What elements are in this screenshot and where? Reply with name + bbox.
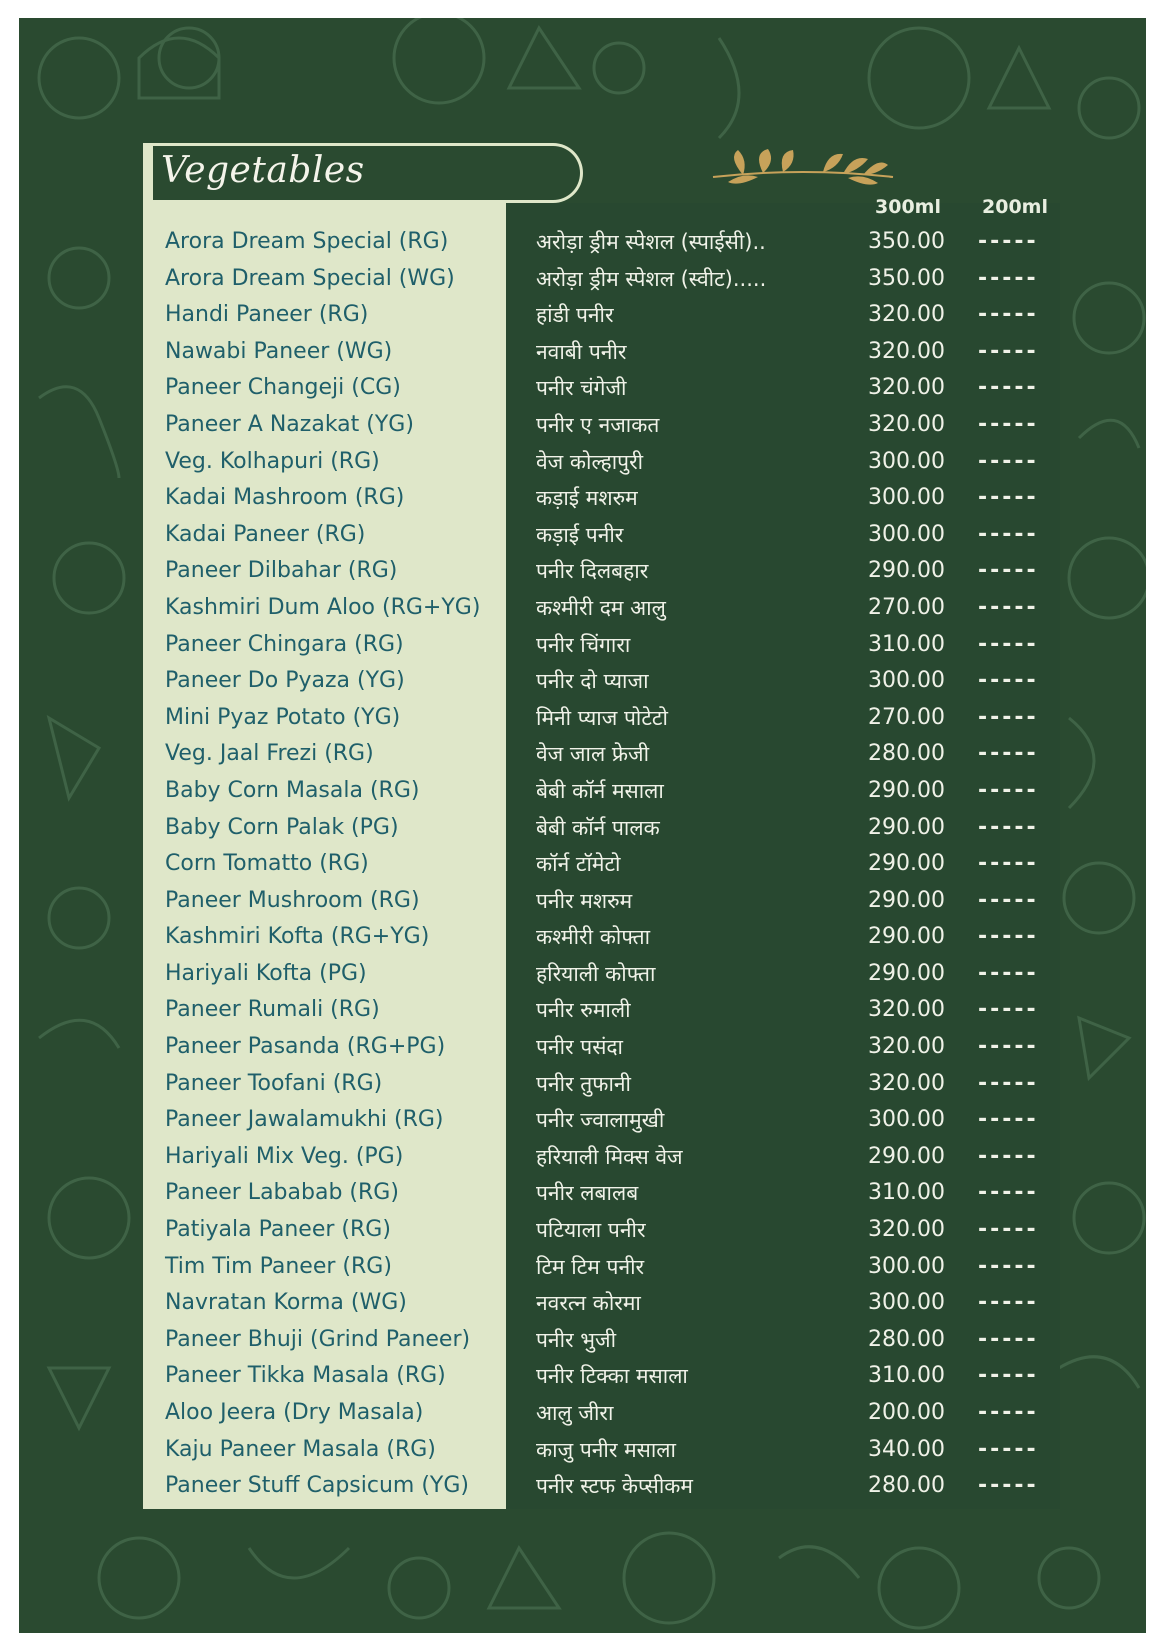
- item-name-english: Paneer Bhuji (Grind Paneer): [165, 1326, 471, 1352]
- item-name-english: Corn Tomatto (RG): [165, 851, 369, 877]
- item-name-hindi: पनीर ज्वालामुखी .....: [536, 1102, 836, 1138]
- item-name-hindi: पनीर मशरुम .....: [536, 883, 836, 919]
- item-name-english: Paneer Rumali (RG): [165, 997, 380, 1023]
- item-name-english: Tim Tim Paneer (RG): [165, 1253, 392, 1279]
- menu-item-row: [143, 334, 1060, 371]
- item-name-english: Kashmiri Kofta (RG+YG): [165, 924, 430, 950]
- item-name-hindi: कॉर्न टॉमेटो .....: [536, 846, 836, 882]
- column-header-300ml: 300ml: [875, 196, 941, 218]
- item-price-300ml: 320.00: [868, 1070, 945, 1096]
- item-price-300ml: 320.00: [868, 375, 945, 401]
- item-name-english: Paneer A Nazakat (YG): [165, 411, 414, 437]
- item-price-300ml: 300.00: [868, 448, 945, 474]
- menu-item-row: [143, 444, 1060, 481]
- item-name-hindi: बेबी कॉर्न पालक .....: [536, 810, 836, 846]
- item-name-english: Kashmiri Dum Aloo (RG+YG): [165, 594, 481, 620]
- item-price-300ml: 310.00: [868, 1363, 945, 1389]
- item-name-hindi: पनीर स्टफ केप्सीकम .....: [536, 1468, 836, 1504]
- item-name-hindi: हांडी पनीर .....: [536, 297, 836, 333]
- item-name-hindi: पनीर लबालब .....: [536, 1175, 836, 1211]
- menu-item-row: [143, 1102, 1060, 1139]
- item-price-300ml: 290.00: [868, 814, 945, 840]
- item-price-200ml: -----: [978, 704, 1039, 730]
- item-name-english: Arora Dream Special (WG): [165, 265, 455, 291]
- item-price-200ml: -----: [978, 777, 1039, 803]
- item-name-hindi: अरोड़ा ड्रीम स्पेशल (स्पाईसी).. .....: [536, 224, 836, 260]
- item-price-200ml: -----: [978, 338, 1039, 364]
- menu-item-row: [143, 407, 1060, 444]
- item-price-200ml: -----: [978, 1034, 1039, 1060]
- item-name-english: Kaju Paneer Masala (RG): [165, 1436, 436, 1462]
- menu-item-row: [143, 773, 1060, 810]
- item-price-200ml: -----: [978, 302, 1039, 328]
- item-price-200ml: -----: [978, 1217, 1039, 1243]
- item-price-300ml: 290.00: [868, 777, 945, 803]
- item-price-300ml: 290.00: [868, 1143, 945, 1169]
- menu-item-row: [143, 810, 1060, 847]
- menu-item-row: [143, 1285, 1060, 1322]
- item-name-english: Arora Dream Special (RG): [165, 229, 449, 254]
- menu-item-row: [143, 1029, 1060, 1066]
- item-price-200ml: -----: [978, 485, 1039, 511]
- item-price-200ml: -----: [978, 887, 1039, 913]
- menu-item-row: [143, 883, 1060, 920]
- item-name-english: Aloo Jeera (Dry Masala): [165, 1400, 424, 1425]
- item-price-300ml: 300.00: [868, 485, 945, 511]
- item-name-hindi: वेज जाल फ्रेजी .....: [536, 736, 836, 772]
- item-price-200ml: -----: [978, 1180, 1039, 1206]
- item-price-300ml: 290.00: [868, 851, 945, 877]
- item-name-english: Paneer Stuff Capsicum (YG): [165, 1473, 469, 1499]
- item-name-hindi: हरियाली कोफ्ता .....: [536, 956, 836, 992]
- item-name-english: Hariyali Mix Veg. (PG): [165, 1143, 404, 1169]
- item-price-300ml: 350.00: [868, 229, 945, 254]
- item-price-300ml: 310.00: [868, 1180, 945, 1206]
- item-price-300ml: 320.00: [868, 1217, 945, 1243]
- item-name-english: Paneer Tikka Masala (RG): [165, 1363, 446, 1389]
- item-name-english: Baby Corn Palak (PG): [165, 814, 399, 840]
- item-name-english: Baby Corn Masala (RG): [165, 777, 420, 803]
- item-price-200ml: -----: [978, 265, 1039, 291]
- item-price-200ml: -----: [978, 1070, 1039, 1096]
- menu-item-row: [143, 370, 1060, 407]
- menu-item-row: [143, 700, 1060, 737]
- item-name-english: Nawabi Paneer (WG): [165, 338, 393, 364]
- item-name-hindi: टिम टिम पनीर .....: [536, 1249, 836, 1285]
- item-price-200ml: -----: [978, 1436, 1039, 1462]
- menu-item-row: [143, 480, 1060, 517]
- item-price-200ml: -----: [978, 521, 1039, 547]
- item-price-300ml: 300.00: [868, 668, 945, 694]
- item-name-hindi: आलु जीरा .....: [536, 1395, 836, 1431]
- item-name-hindi: नवरत्न कोरमा .....: [536, 1285, 836, 1321]
- item-price-300ml: 320.00: [868, 302, 945, 328]
- item-name-english: Paneer Changeji (CG): [165, 375, 401, 401]
- item-name-hindi: पनीर दिलबहार .....: [536, 553, 836, 589]
- item-name-hindi: हरियाली मिक्स वेज .....: [536, 1139, 836, 1175]
- item-price-200ml: -----: [978, 1290, 1039, 1316]
- item-price-300ml: 300.00: [868, 521, 945, 547]
- item-name-hindi: पनीर भुजी .....: [536, 1322, 836, 1358]
- item-price-200ml: -----: [978, 411, 1039, 437]
- menu-item-row: [143, 1432, 1060, 1469]
- item-price-200ml: -----: [978, 558, 1039, 584]
- item-price-300ml: 320.00: [868, 338, 945, 364]
- item-name-hindi: पनीर ए नजाकत .....: [536, 407, 836, 443]
- item-name-hindi: कश्मीरी कोफ्ता .....: [536, 919, 836, 955]
- item-price-200ml: -----: [978, 1253, 1039, 1279]
- item-price-300ml: 290.00: [868, 558, 945, 584]
- item-price-300ml: 350.00: [868, 265, 945, 291]
- item-price-300ml: 280.00: [868, 741, 945, 767]
- menu-item-row: [143, 297, 1060, 334]
- item-price-200ml: -----: [978, 741, 1039, 767]
- column-header-200ml: 200ml: [982, 196, 1048, 218]
- item-price-200ml: -----: [978, 924, 1039, 950]
- item-name-english: Patiyala Paneer (RG): [165, 1217, 391, 1243]
- item-price-200ml: -----: [978, 1326, 1039, 1352]
- item-name-english: Paneer Do Pyaza (YG): [165, 668, 405, 694]
- item-price-300ml: 290.00: [868, 924, 945, 950]
- item-price-200ml: -----: [978, 814, 1039, 840]
- menu-item-row: [143, 590, 1060, 627]
- item-name-english: Paneer Lababab (RG): [165, 1180, 399, 1206]
- menu-item-row: [143, 1175, 1060, 1212]
- item-name-english: Mini Pyaz Potato (YG): [165, 704, 401, 730]
- item-name-english: Paneer Chingara (RG): [165, 631, 404, 657]
- item-name-hindi: पनीर चंगेजी .....: [536, 370, 836, 406]
- item-price-200ml: -----: [978, 997, 1039, 1023]
- item-name-hindi: वेज कोल्हापुरी .....: [536, 444, 836, 480]
- item-name-english: Hariyali Kofta (PG): [165, 960, 367, 986]
- item-price-300ml: 300.00: [868, 1253, 945, 1279]
- item-price-300ml: 300.00: [868, 1290, 945, 1316]
- item-name-hindi: बेबी कॉर्न मसाला .....: [536, 773, 836, 809]
- item-price-300ml: 270.00: [868, 704, 945, 730]
- menu-item-row: [143, 736, 1060, 773]
- item-name-english: Paneer Jawalamukhi (RG): [165, 1107, 444, 1133]
- item-name-english: Paneer Dilbahar (RG): [165, 558, 398, 584]
- item-price-300ml: 320.00: [868, 1034, 945, 1060]
- item-name-english: Handi Paneer (RG): [165, 302, 369, 328]
- item-name-hindi: पनीर दो प्याजा .....: [536, 663, 836, 699]
- item-price-300ml: 270.00: [868, 594, 945, 620]
- item-price-300ml: 290.00: [868, 960, 945, 986]
- item-price-300ml: 280.00: [868, 1326, 945, 1352]
- item-name-english: Kadai Paneer (RG): [165, 521, 366, 547]
- item-price-200ml: -----: [978, 229, 1039, 254]
- menu-item-row: [143, 1395, 1060, 1432]
- menu-item-row: [143, 846, 1060, 883]
- item-name-english: Veg. Jaal Frezi (RG): [165, 741, 374, 767]
- item-name-hindi: नवाबी पनीर .....: [536, 334, 836, 370]
- menu-item-row: [143, 517, 1060, 554]
- leaf-ornament-icon: [703, 147, 903, 199]
- menu-item-row: [143, 1468, 1060, 1505]
- menu-item-row: [143, 1322, 1060, 1359]
- menu-item-row: [143, 1212, 1060, 1249]
- item-name-english: Kadai Mashroom (RG): [165, 485, 405, 511]
- item-name-hindi: पनीर रुमाली .....: [536, 992, 836, 1028]
- item-name-english: Veg. Kolhapuri (RG): [165, 448, 380, 474]
- item-name-hindi: अरोड़ा ड्रीम स्पेशल (स्वीट)..... .....: [536, 261, 836, 297]
- menu-item-row: [143, 1066, 1060, 1103]
- item-price-200ml: -----: [978, 668, 1039, 694]
- menu-item-row: [143, 663, 1060, 700]
- item-price-200ml: -----: [978, 375, 1039, 401]
- item-price-200ml: -----: [978, 1473, 1039, 1499]
- item-price-300ml: 320.00: [868, 997, 945, 1023]
- item-price-300ml: 200.00: [868, 1400, 945, 1425]
- menu-item-row: [143, 1249, 1060, 1286]
- item-name-hindi: पटियाला पनीर .....: [536, 1212, 836, 1248]
- item-price-300ml: 290.00: [868, 887, 945, 913]
- menu-item-row: [143, 992, 1060, 1029]
- menu-item-row: [143, 224, 1060, 261]
- menu-items-list: [143, 224, 1060, 1505]
- item-name-english: Paneer Mushroom (RG): [165, 887, 420, 913]
- item-name-hindi: पनीर पसंदा .....: [536, 1029, 836, 1065]
- item-name-hindi: कश्मीरी दम आलु .....: [536, 590, 836, 626]
- item-price-300ml: 310.00: [868, 631, 945, 657]
- item-price-300ml: 300.00: [868, 1107, 945, 1133]
- item-name-english: Navratan Korma (WG): [165, 1290, 407, 1316]
- item-price-200ml: -----: [978, 1400, 1039, 1425]
- item-name-hindi: मिनी प्याज पोटेटो .....: [536, 700, 836, 736]
- item-price-200ml: -----: [978, 1363, 1039, 1389]
- menu-item-row: [143, 1358, 1060, 1395]
- item-price-200ml: -----: [978, 960, 1039, 986]
- section-header-tab: [143, 143, 583, 203]
- item-name-hindi: काजु पनीर मसाला .....: [536, 1432, 836, 1468]
- section-title: Vegetables: [161, 150, 365, 191]
- item-name-hindi: कड़ाई मशरुम .....: [536, 480, 836, 516]
- item-price-200ml: -----: [978, 631, 1039, 657]
- item-price-300ml: 280.00: [868, 1473, 945, 1499]
- menu-item-row: [143, 1139, 1060, 1176]
- item-name-english: Paneer Pasanda (RG+PG): [165, 1034, 446, 1060]
- item-price-200ml: -----: [978, 851, 1039, 877]
- item-name-english: Paneer Toofani (RG): [165, 1070, 383, 1096]
- item-name-hindi: कड़ाई पनीर .....: [536, 517, 836, 553]
- menu-item-row: [143, 919, 1060, 956]
- menu-item-row: [143, 261, 1060, 298]
- item-price-200ml: -----: [978, 1143, 1039, 1169]
- menu-item-row: [143, 627, 1060, 664]
- item-price-300ml: 340.00: [868, 1436, 945, 1462]
- menu-item-row: [143, 553, 1060, 590]
- item-price-200ml: -----: [978, 448, 1039, 474]
- item-price-300ml: 320.00: [868, 411, 945, 437]
- menu-item-row: [143, 956, 1060, 993]
- item-price-200ml: -----: [978, 1107, 1039, 1133]
- vegetables-menu-card: [143, 143, 1060, 1509]
- item-price-200ml: -----: [978, 594, 1039, 620]
- item-name-hindi: पनीर तुफानी .....: [536, 1066, 836, 1102]
- item-name-hindi: पनीर चिंगारा .....: [536, 627, 836, 663]
- item-name-hindi: पनीर टिक्का मसाला .....: [536, 1358, 836, 1394]
